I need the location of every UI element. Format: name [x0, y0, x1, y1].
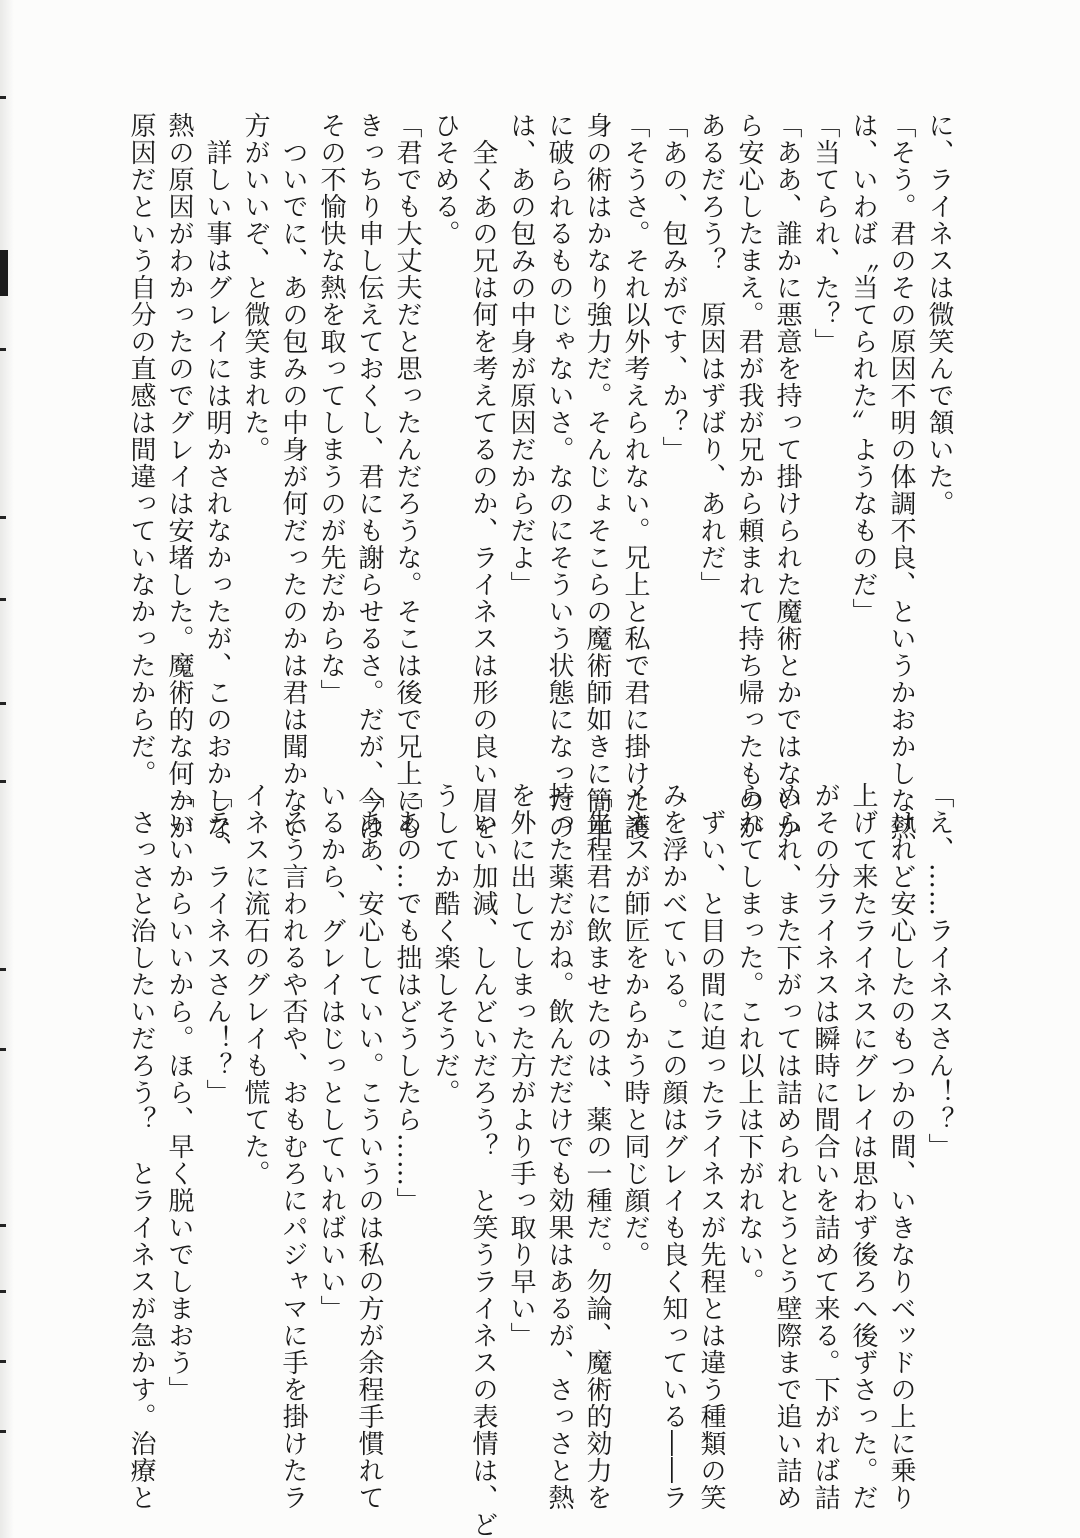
text-line: そう言われるや否や、おもむろにパジャマに手を掛けたラ: [278, 782, 308, 1511]
text-line: うしてか酷く楽しそうだ。: [430, 782, 460, 1106]
text-line: さっさと治したいだろう？ とライネスが急かす。治療と: [126, 782, 156, 1511]
edge-tick: [0, 96, 6, 99]
text-line: きっちり申し伝えておくし、君にも謝らせるさ。だが、今は: [354, 112, 384, 841]
edge-tick: [0, 1224, 6, 1227]
edge-tick: [0, 780, 6, 783]
text-line: は、あの包みの中身が原因だからだよ」: [506, 112, 536, 598]
text-line: あるだろう？ 原因はずばり、あれだ」: [696, 112, 726, 598]
text-line: 「ラ、ライネスさん！？」: [202, 782, 232, 1106]
text-line: がその分ライネスは瞬時に間合いを詰めて来る。下がれば詰: [810, 782, 840, 1511]
edge-tick: [0, 598, 6, 601]
text-line: 「あの…でも拙はどうしたら……」: [392, 782, 422, 1214]
edge-tick: [0, 968, 6, 971]
text-line: られてしまった。これ以上は下がれない。: [734, 782, 764, 1295]
binding-shadow: [0, 0, 14, 1538]
text-line: 「当てられ、た？」: [810, 112, 840, 355]
text-line: 「いいからいいから。ほら、早く脱いでしまおう」: [164, 782, 194, 1403]
text-line: 「ああ、誰かに悪意を持って掛けられた魔術とかではないか: [772, 112, 802, 841]
text-line: 「君でも大丈夫だと思ったんだろうな。そこは後で兄上にも: [392, 112, 422, 841]
text-line: は、いわば〝当てられた〟ようなものだ」: [848, 112, 878, 625]
text-line: 「先程君に飲ませたのは、薬の一種だ。勿論、魔術的効力を: [582, 782, 612, 1511]
edge-tick: [0, 1360, 6, 1363]
text-line: 熱の原因がわかったのでグレイは安堵した。魔術的な何かが: [164, 112, 194, 841]
text-line: 詳しい事はグレイには明かされなかったが、このおかしな: [202, 112, 232, 841]
text-line: その不愉快な熱を取ってしまうのが先だからな」: [316, 112, 346, 706]
text-line: 持った薬だがね。飲んだだけでも効果はあるが、さっさと熱: [544, 782, 574, 1511]
text-line: に、ライネスは微笑んで頷いた。: [924, 112, 954, 517]
edge-tick: [0, 348, 6, 351]
text-line: を外に出してしまった方がより手っ取り早い」: [506, 782, 536, 1349]
edge-tick: [0, 1048, 6, 1051]
text-line: 全くあの兄は何を考えてるのか、ライネスは形の良い眉を: [468, 112, 498, 841]
text-line: イネスが師匠をからかう時と同じ顔だ。: [620, 782, 650, 1268]
edge-tick: [0, 1430, 6, 1433]
text-line: ずい、と目の間に迫ったライネスが先程とは違う種類の笑: [696, 782, 726, 1511]
text-line: 原因だという自分の直感は間違っていなかったからだ。: [126, 112, 156, 787]
text-line: 「ああ、安心していい。こういうのは私の方が余程手慣れて: [354, 782, 384, 1511]
text-line: ついでに、あの包みの中身が何だったのかは君は聞かない: [278, 112, 308, 841]
text-line: 「あの、包みがです、か？」: [658, 112, 688, 463]
page-edge-mark: [0, 250, 8, 296]
text-line: ひそめる。: [430, 112, 460, 247]
text-line: 「そうさ。それ以外考えられない。兄上と私で君に掛けた護: [620, 112, 650, 841]
text-line: けれど安心したのもつかの間、いきなりベッドの上に乗り: [886, 782, 916, 1511]
text-line: イネスに流石のグレイも慌てた。: [240, 782, 270, 1187]
text-line: ら安心したまえ。君が我が兄から頼まれて持ち帰ったものが: [734, 112, 764, 841]
edge-tick: [0, 516, 6, 519]
text-line: いい加減、しんどいだろう？ と笑うライネスの表情は、ど: [468, 782, 498, 1538]
text-line: 身の術はかなり強力だ。そんじょそこらの魔術師如きに簡単: [582, 112, 612, 841]
text-line: いるから、グレイはじっとしていればいい」: [316, 782, 346, 1322]
text-line: 「え、……ライネスさん！？」: [924, 782, 954, 1160]
text-line: に破られるものじゃないさ。なのにそういう状態になったの: [544, 112, 574, 841]
top-text-block: [122, 112, 958, 841]
bottom-text-block: [122, 782, 958, 1538]
text-line: 上げて来たライネスにグレイは思わず後ろへ後ずさった。だ: [848, 782, 878, 1511]
edge-tick: [0, 1290, 6, 1293]
text-line: 方がいいぞ、と微笑まれた。: [240, 112, 270, 463]
text-line: 「そう。君のその原因不明の体調不良、というかおかしな熱: [886, 112, 916, 841]
edge-tick: [0, 702, 6, 705]
text-line: められ、また下がっては詰められとうとう壁際まで追い詰め: [772, 782, 802, 1511]
text-line: みを浮かべている。この顔はグレイも良く知っている――ラ: [658, 782, 688, 1511]
